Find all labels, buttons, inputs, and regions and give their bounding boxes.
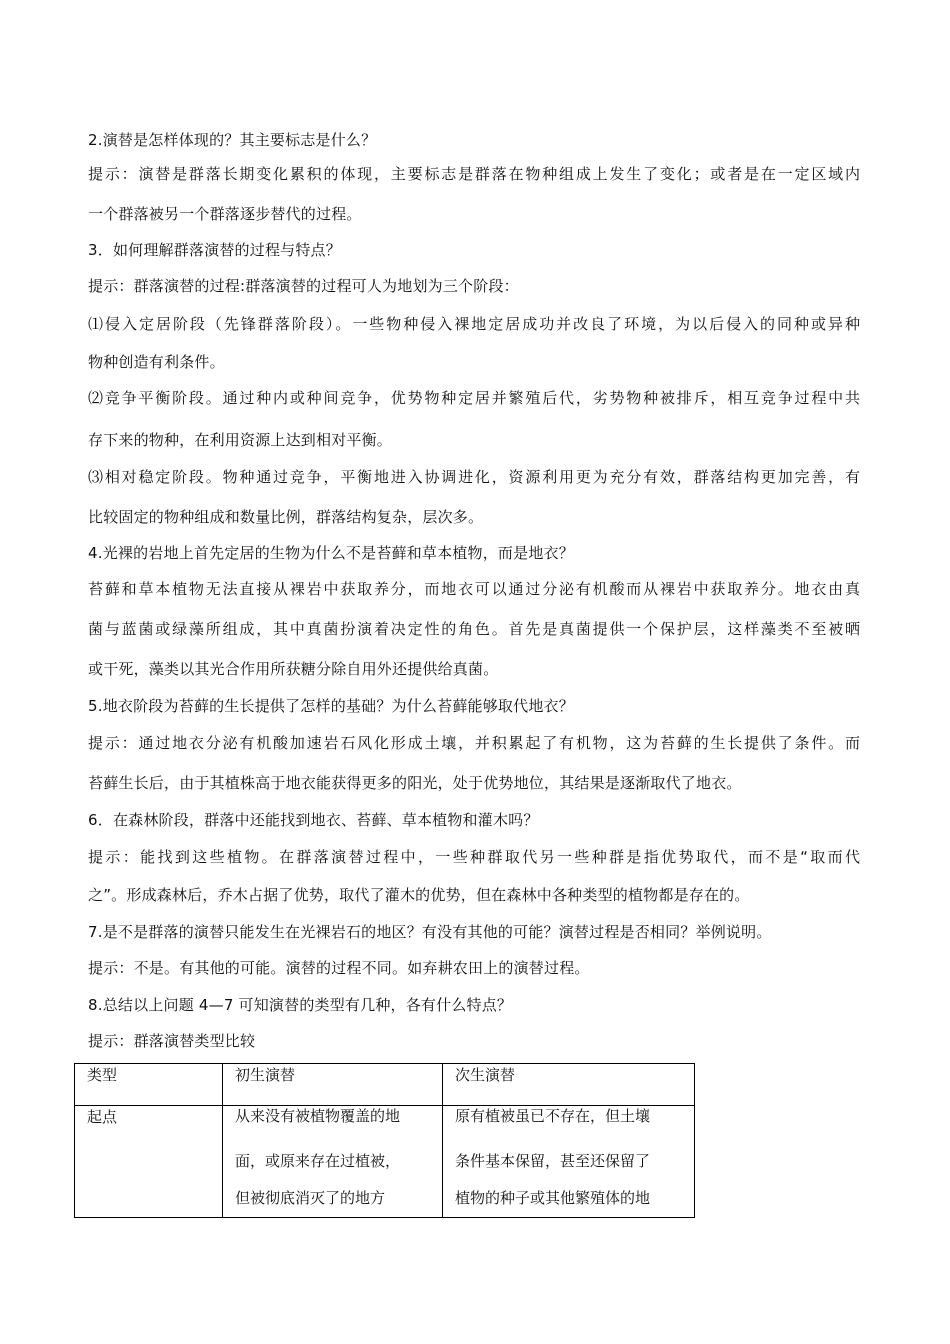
answer-7: 提示：不是。有其他的可能。演替的过程不同。如弃耕农田上的演替过程。 xyxy=(88,959,590,977)
primary-start-point-cell xyxy=(223,1106,443,1218)
answer-6-line-1: 提示：能找到这些植物。在群落演替过程中，一些种群取代另一些种群是指优势取代，而不是“取而代 xyxy=(88,848,860,866)
stage-2-line-1: ⑵竞争平衡阶段。通过种内或种间竞争，优势物种定居并繁殖后代，劣势物种被排斥，相互竞争过程中共 xyxy=(88,389,860,407)
table-header-row xyxy=(75,1064,695,1106)
answer-3-intro: 提示：群落演替的过程:群落演替的过程可人为地划为三个阶段： xyxy=(88,277,519,295)
answer-8-intro: 提示：群落演替类型比较 xyxy=(88,1032,256,1050)
cell-text-line: 原有植被虽已不存在，但土壤 xyxy=(455,1107,651,1125)
cell-text-line: 从来没有被植物覆盖的地 xyxy=(235,1107,401,1125)
cell-text-line: 面，或原来存在过植被， xyxy=(235,1152,401,1170)
stage-3-line-1: ⑶相对稳定阶段。物种通过竞争，平衡地进入协调进化，资源利用更为充分有效，群落结构更加完善，有 xyxy=(88,468,860,486)
question-8: 8.总结以上问题 4—7 可知演替的类型有几种，各有什么特点？ xyxy=(88,996,513,1014)
question-3: 3．如何理解群落演替的过程与特点？ xyxy=(88,241,341,259)
row-label-start-point: 起点 xyxy=(75,1106,223,1218)
question-2: 2.演替是怎样体现的？其主要标志是什么？ xyxy=(88,131,377,149)
header-primary-succession: 初生演替 xyxy=(223,1064,443,1106)
cell-text-line: 但被彻底消灭了的地方 xyxy=(235,1189,386,1207)
answer-4-line-2: 菌与蓝菌或绿藻所组成，其中真菌扮演着决定性的角色。首先是真菌提供一个保护层，这样藻类不至被晒 xyxy=(88,620,860,638)
stage-3-line-2: 比较固定的物种组成和数量比例，群落结构复杂，层次多。 xyxy=(88,508,484,526)
answer-5-line-1: 提示：通过地衣分泌有机酸加速岩石风化形成土壤，并积累起了有机物，这为苔藓的生长提供了条件。而 xyxy=(88,734,860,752)
succession-comparison-table xyxy=(74,1063,695,1218)
cell-text-line: 条件基本保留，甚至还保留了 xyxy=(455,1152,651,1170)
secondary-start-point-cell xyxy=(443,1106,695,1218)
answer-4-line-3: 或干死，藻类以其光合作用所获糖分除自用外还提供给真菌。 xyxy=(88,660,499,678)
header-type: 类型 xyxy=(75,1064,223,1106)
stage-2-line-2: 存下来的物种，在利用资源上达到相对平衡。 xyxy=(88,431,393,449)
question-6: 6．在森林阶段，群落中还能找到地衣、苔藓、草本植物和灌木吗？ xyxy=(88,811,539,829)
answer-2-line-1: 提示：演替是群落长期变化累积的体现，主要标志是群落在物种组成上发生了变化；或者是在一定区域内 xyxy=(88,165,860,183)
question-4: 4.光裸的岩地上首先定居的生物为什么不是苔藓和草本植物，而是地衣？ xyxy=(88,544,574,562)
question-7: 7.是不是群落的演替只能发生在光裸岩石的地区？有没有其他的可能？演替过程是否相同？举例说明。 xyxy=(88,923,772,941)
table-row xyxy=(75,1106,695,1218)
header-secondary-succession: 次生演替 xyxy=(443,1064,695,1106)
stage-1-line-1: ⑴侵入定居阶段（先锋群落阶段）。一些物种侵入裸地定居成功并改良了环境，为以后侵入的同种或异种 xyxy=(88,315,860,333)
stage-1-line-2: 物种创造有利条件。 xyxy=(88,353,225,371)
answer-4-line-1: 苔藓和草本植物无法直接从裸岩中获取养分，而地衣可以通过分泌有机酸而从裸岩中获取养分。地衣由真 xyxy=(88,580,860,598)
answer-6-line-2: 之”。形成森林后，乔木占据了优势，取代了灌木的优势，但在森林中各种类型的植物都是存在的。 xyxy=(88,886,750,904)
answer-2-line-2: 一个群落被另一个群落逐步替代的过程。 xyxy=(88,205,362,223)
answer-5-line-2: 苔藓生长后，由于其植株高于地衣能获得更多的阳光，处于优势地位，其结果是逐渐取代了地衣。 xyxy=(88,774,742,792)
question-5: 5.地衣阶段为苔藓的生长提供了怎样的基础？为什么苔藓能够取代地衣？ xyxy=(88,697,574,715)
cell-text-line: 植物的种子或其他繁殖体的地 xyxy=(455,1189,651,1207)
